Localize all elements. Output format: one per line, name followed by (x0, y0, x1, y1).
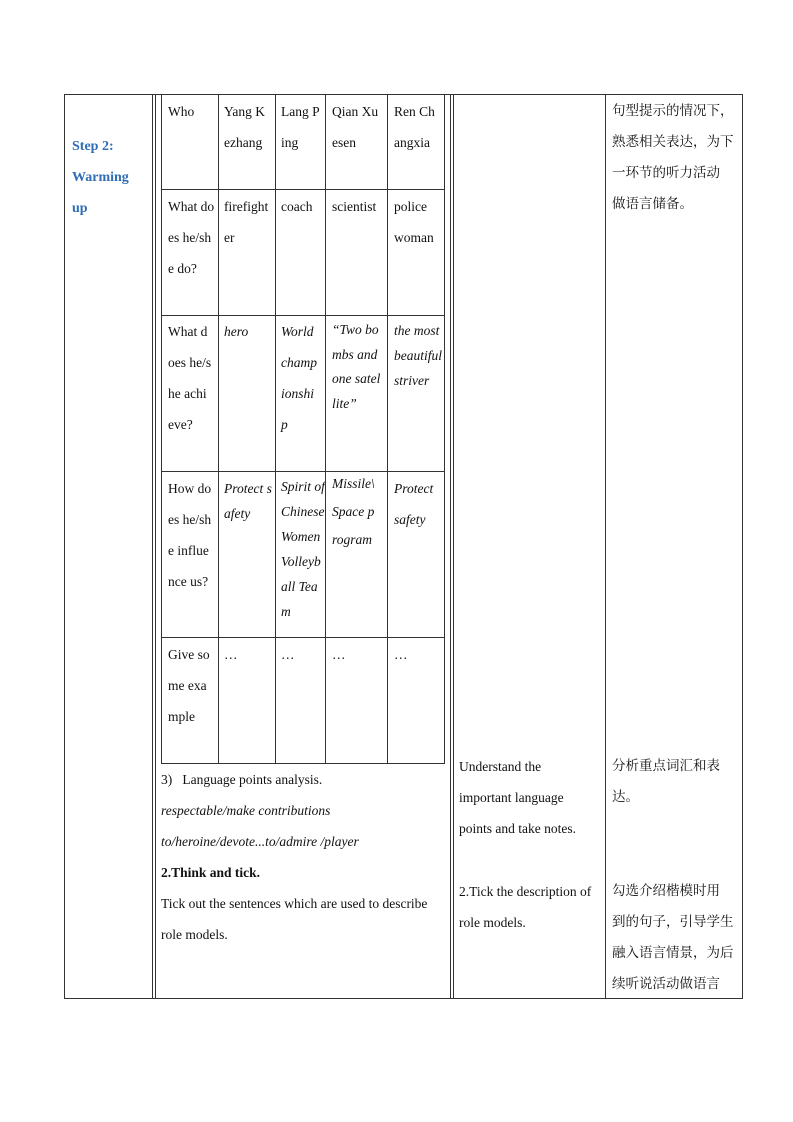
col-divider-1b (155, 94, 156, 999)
inner-h-3 (161, 471, 445, 472)
purpose-mid-2: 达。 (612, 789, 639, 805)
header-who: Who (168, 104, 195, 119)
activity-a-line-2: important language (459, 790, 564, 805)
outer-top-border (64, 94, 743, 95)
activity-a-line-1: Understand the (459, 759, 542, 774)
language-points-line-2: to/heroine/devote...to/admire /player (161, 834, 359, 849)
purpose-top-3: 一环节的听力活动 (612, 165, 720, 181)
purpose-top-4: 做语言储备。 (612, 196, 693, 212)
outer-left-border (64, 94, 65, 999)
step-label (72, 131, 147, 224)
cell-influence-yang: Protect safety (224, 481, 272, 521)
language-points-line-1: respectable/make contributions (161, 803, 331, 818)
purpose-mid (612, 751, 742, 813)
cell-example-qian: … (332, 647, 346, 662)
purpose-top-1: 句型提示的情况下， (612, 103, 734, 119)
inner-h-4 (161, 637, 445, 638)
cell-influence-qian: Missile\ Space program (332, 476, 375, 547)
cell-achieve-qian: “Two bombs and one satellite” (332, 322, 381, 411)
activity-b-line-2: role models. (459, 915, 526, 930)
cell-example-ren: … (394, 647, 408, 662)
row-label-influence: How does he/she influence us? (168, 481, 212, 589)
row-label-do: What does he/she do? (168, 199, 215, 276)
step-line-3: up (72, 201, 88, 216)
purpose-bottom (612, 876, 742, 1000)
language-points-section (161, 764, 449, 950)
cell-influence-ren: Protect safety (394, 481, 434, 527)
header-qian-xuesen: Qian Xuesen (332, 104, 379, 150)
header-lang-ping: Lang Ping (281, 104, 320, 150)
outer-right-border (742, 94, 743, 999)
activity-b-line-1: 2.Tick the description of (459, 884, 592, 899)
cell-do-ren: police woman (394, 199, 434, 245)
cell-achieve-lang: World championship (281, 324, 317, 432)
row-label-example: Give some example (168, 647, 210, 724)
inner-v-5 (444, 94, 445, 764)
col-divider-1a (152, 94, 153, 999)
cell-do-qian: scientist (332, 199, 377, 214)
purpose-top-2: 熟悉相关表达，为下 (612, 134, 734, 150)
col-divider-2b (453, 94, 454, 999)
cell-achieve-yang: hero (224, 324, 249, 339)
student-activity-a (459, 751, 604, 844)
cell-example-lang: … (281, 647, 295, 662)
inner-h-1 (161, 189, 445, 190)
purpose-bot-2: 到的句子，引导学生 (612, 914, 734, 930)
purpose-bot-1: 勾选介绍楷模时用 (612, 883, 720, 899)
think-tick-heading: 2.Think and tick. (161, 865, 261, 880)
row-label-achieve: What does he/she achieve? (168, 324, 212, 432)
cell-do-lang: coach (281, 199, 313, 214)
col-divider-2a (450, 94, 451, 999)
cell-example-yang: … (224, 647, 238, 662)
cell-achieve-ren: the most beautiful striver (394, 323, 442, 388)
purpose-mid-1: 分析重点词汇和表 (612, 758, 720, 774)
inner-v-2 (275, 94, 276, 764)
inner-v-1 (218, 94, 219, 764)
header-yang-kezhang: Yang Kezhang (224, 104, 266, 150)
inner-v-3 (325, 94, 326, 764)
col-divider-3 (605, 94, 606, 999)
purpose-bot-4: 续听说活动做语言 (612, 976, 720, 992)
header-ren-changxia: Ren Changxia (394, 104, 435, 150)
step-line-1: Step 2: (72, 139, 114, 154)
cell-influence-lang: Spirit of Chinese Women Volleyball Team (281, 479, 325, 619)
purpose-top (612, 96, 742, 220)
purpose-bot-3: 融入语言情景，为后 (612, 945, 734, 961)
inner-v-0 (161, 94, 162, 764)
activity-a-line-3: points and take notes. (459, 821, 576, 836)
cell-do-yang: firefighter (224, 199, 269, 245)
think-tick-line-2: role models. (161, 927, 228, 942)
language-points-heading: 3) Language points analysis. (161, 772, 323, 787)
think-tick-line-1: Tick out the sentences which are used to describe (161, 896, 428, 911)
step-line-2: Warming (72, 170, 129, 185)
inner-v-4 (387, 94, 388, 764)
student-activity-b (459, 876, 604, 938)
